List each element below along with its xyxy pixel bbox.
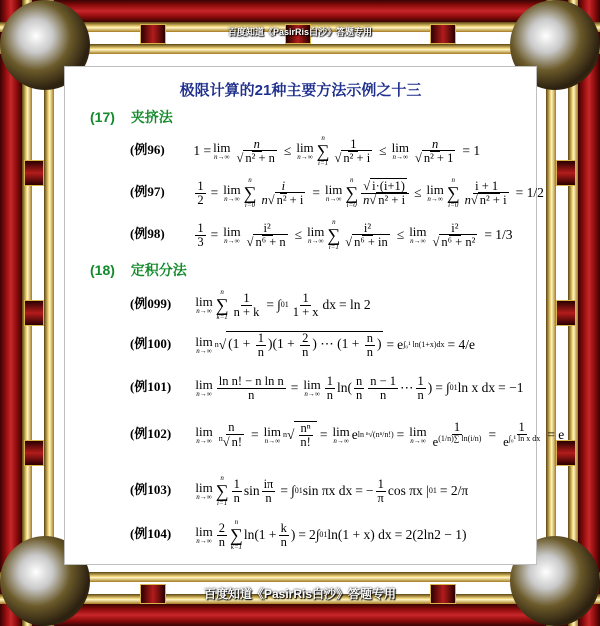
page-title: 极限计算的21种主要方法示例之十三 — [179, 82, 422, 99]
example-result: = 2/π — [439, 483, 469, 499]
frame-top-bar — [0, 0, 600, 22]
example-label: (例98) — [130, 226, 165, 242]
formula: lim n→∞ $\frac{\text{ln n! − n ln n}}{n}$ = lim n→∞ $\frac{1}{n}$ ln( $\frac{n}{n}$ $\frac{n - 1}{n}$ ⋯ $\frac{1}{n}$ ) = ∫ 0 1 ln x dx = −1 — [195, 374, 524, 402]
formula: lim n→∞ $\frac{2}{n}$ n ∑ k=1 ln(1 + $\frac{k}{n}$ ) = 2∫ 0 1 ln(1 + x) dx = 2(2ln2 − 1) — [195, 518, 467, 551]
example-result: = 2(2ln2 − 1) — [394, 527, 467, 543]
frame-gold-rail — [546, 0, 556, 626]
example-label: (例101) — [130, 379, 172, 395]
example-102 — [130, 421, 567, 448]
frame-ornament — [24, 160, 44, 186]
formula: lim n→∞ n ∑ k=1 $\frac{1}{n + k}$ = ∫ 0 1 $\frac{1}{1 + x}$ dx = ln 2 — [195, 288, 371, 321]
example-label: (例104) — [130, 526, 172, 542]
frame-ornament — [556, 160, 576, 186]
example-result: = −1 — [498, 380, 524, 396]
section-name: 夹挤法 — [130, 109, 173, 125]
frame-ornament — [24, 300, 44, 326]
formula: lim n→∞ n √ (1 + $\frac{1}{n}$ )(1 + $\frac{2}{n}$ ) ⋯ (1 + $\frac{n}{n}$ ) = e ∫₀¹ ln(1+x)dx = 4/e — [195, 331, 476, 359]
frame-left-bar — [0, 0, 22, 626]
formula: $\frac{1}{2}$ = lim n→∞ n ∑ i=0 $\frac{i}{\text{n√ n² + i}}$ = lim n→∞ n ∑ i=0 $\frac{√ i\cdot(i+1)}{\text{n√ n² + i}}$ ≤ lim n→∞ n ∑ i=0 $\frac{i + 1}{\text{n√ n² + i}}$ = 1/2 — [197, 176, 544, 209]
formula: lim n→∞ $\frac{n}{^n√ n!}$ = lim n→∞ n √ $\frac{\text{nⁿ}}{n!}$ = lim n→∞ e ln ⁿ√(nⁿ/n!) = lim n→∞ $\frac{1}{e^{(1/n)\sum ln(i/n)}}$ = $\frac{1}{e^{\int_0^1 ln x dx}}$ = e — [195, 420, 565, 449]
formula: 1 = lim n→∞ $\frac{n}{\text{√ n² + n}}$ ≤ lim n→∞ n ∑ i=1 $\frac{1}{\text{√ n² + i}}$ ≤ lim n→∞ $\frac{n}{\text{√ n² + 1}}$ = 1 — [193, 134, 481, 167]
example-result: = e — [547, 426, 565, 442]
example-104 — [130, 519, 469, 551]
frame-gold-rail — [44, 0, 54, 626]
example-100 — [130, 331, 478, 358]
frame-ornament — [24, 440, 44, 466]
example-label: (例97) — [130, 184, 165, 200]
content-panel — [64, 66, 565, 565]
section-number: (17) — [90, 109, 115, 125]
example-96 — [130, 135, 483, 167]
frame-bottom-bar — [0, 604, 600, 626]
formula: $\frac{1}{3}$ = lim n→∞ $\frac{\text{i²}}{\text{√ n⁶ + n}}$ ≤ lim n→∞ n ∑ i=1 $\frac{\text{i²}}{\text{√ n⁶ + in}}$ ≤ lim n→∞ $\frac{\text{i²}}{\text{√ n⁶ + n²}}$ = 1/3 — [197, 218, 513, 251]
section-number: (18) — [90, 262, 115, 278]
example-97 — [130, 177, 547, 209]
section-heading-17 — [90, 107, 173, 127]
watermark-bottom: 百度知道《PasirRis白沙》答题专用 — [203, 587, 397, 601]
example-099 — [130, 289, 374, 321]
example-98 — [130, 219, 516, 251]
frame-right-bar — [578, 0, 600, 626]
example-label: (例099) — [130, 296, 172, 312]
example-103 — [130, 475, 471, 507]
example-label: (例96) — [130, 142, 165, 158]
example-label: (例103) — [130, 482, 172, 498]
example-label: (例100) — [130, 335, 172, 351]
section-heading-18 — [90, 260, 187, 280]
example-result: = 1 — [462, 143, 481, 159]
frame-ornament — [556, 300, 576, 326]
example-101 — [130, 375, 527, 401]
formula: lim n→∞ n ∑ i=1 $\frac{1}{n}$ sin $\frac{i\pi}{n}$ = ∫ 0 1 sin πx dx = − $\frac{1}{\pi}$ cos πx | 0 1 = 2/π — [195, 474, 469, 507]
example-result: = 1/2 — [515, 185, 544, 201]
example-result: = 1/3 — [484, 227, 513, 243]
example-label: (例102) — [130, 425, 172, 441]
section-name: 定积分法 — [130, 262, 187, 278]
example-result: = ln 2 — [339, 297, 371, 313]
watermark-top: 百度知道《PasirRis白沙》答题专用 — [227, 27, 373, 37]
example-result: = 4/e — [447, 336, 476, 352]
